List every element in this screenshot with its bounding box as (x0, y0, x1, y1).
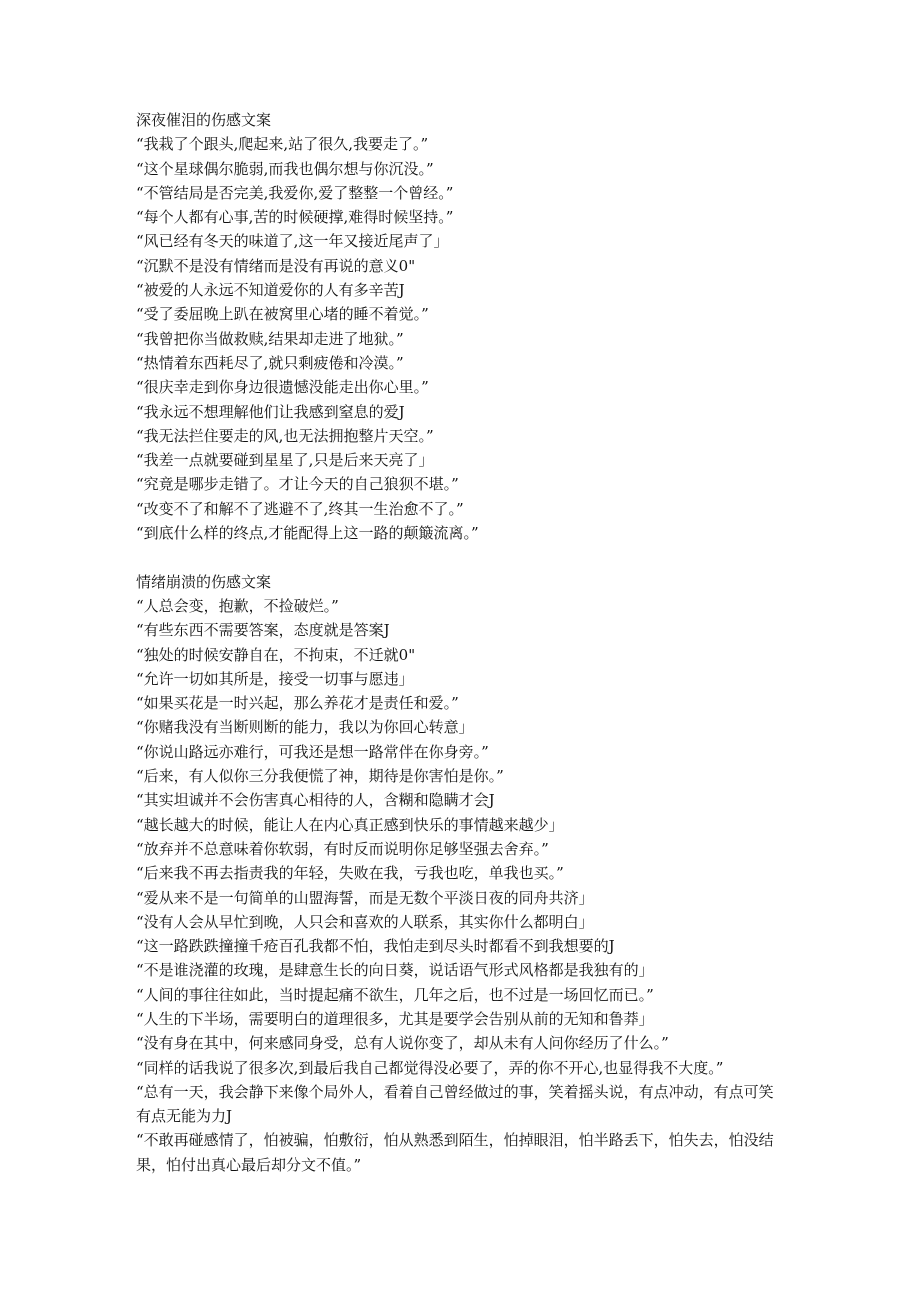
quote-line: “我差一点就要碰到星星了,只是后来天亮了」 (136, 451, 434, 470)
quote-line: “风已经有冬天的味道了,这一年又接近尾声了」 (136, 232, 449, 251)
quote-line: “不敢再碰感情了，怕被骗，怕敷衍，怕从熟悉到陌生，怕掉眼泪，怕半路丢下，怕失去，怕没结果，怕付出真心最后却分文不值。” (136, 1131, 774, 1174)
quote-line: “沉默不是没有情绪而是没有再说的意义0" (136, 256, 416, 275)
quote-line: “其实坦诚并不会伤害真心相待的人，含糊和隐瞒才会J (136, 791, 495, 810)
quote-line: “没有人会从早忙到晚，人只会和喜欢的人联系，其实你什么都明白」 (136, 912, 594, 931)
section-emotional-breakdown (136, 570, 776, 1177)
quote-line: “每个人都有心事,苦的时候硬撑,难得时候坚持。” (136, 208, 454, 227)
quote-line: “很庆幸走到你身边很遗憾没能走出你心里。” (136, 378, 429, 397)
quote-line: “我栽了个跟头,爬起来,站了很久,我要走了。” (136, 135, 429, 154)
quote-line: “这个星球偶尔脆弱,而我也偶尔想与你沉没。” (136, 159, 434, 178)
section-spacer (136, 545, 776, 569)
quote-line: “后来我不再去指责我的年轻，失败在我，亏我也吃，单我也买。” (136, 864, 564, 883)
quote-line: “后来，有人似你三分我便慌了神，期待是你害怕是你。” (136, 767, 504, 786)
quote-line: “究竟是哪步走错了。才让今天的自己狼狈不堪。” (136, 475, 459, 494)
quote-line: “放弃并不总意味着你软弱，有时反而说明你足够坚强去舍弃。” (136, 839, 549, 858)
quote-line: “不管结局是否完美,我爱你,爱了整整一个曾经。” (136, 183, 454, 202)
quote-line: “如果买花是一时兴起，那么养花才是责任和爱。” (136, 694, 459, 713)
quote-list (136, 132, 776, 545)
quote-line: “被爱的人永远不知道爱你的人有多辛苦J (136, 281, 405, 300)
quote-line: “同样的话我说了很多次,到最后我自己都觉得没必要了，弄的你不开心,也显得我不大度。” (136, 1058, 724, 1077)
quote-line: “越长越大的时候，能让人在内心真正感到快乐的事情越来越少」 (136, 815, 564, 834)
quote-line: “人总会变，抱歉，不捡破烂。” (136, 596, 339, 615)
quote-line: “受了委屈晚上趴在被窝里心堵的睡不着觉。” (136, 305, 429, 324)
quote-line: “没有身在其中，何来感同身受，总有人说你变了，却从未有人问你经历了什么。” (136, 1034, 669, 1053)
section-title: 情绪崩溃的伤感文案 (136, 572, 272, 591)
quote-line: “有些东西不需要答案，态度就是答案J (136, 621, 390, 640)
document-page (136, 108, 776, 1177)
quote-line: “人生的下半场，需要明白的道理很多，尤其是要学会告别从前的无知和鲁莽」 (136, 1009, 654, 1028)
section-title: 深夜催泪的伤感文案 (136, 111, 272, 129)
quote-line: “到底什么样的终点,才能配得上这一路的颠簸流离。” (136, 524, 479, 543)
quote-line: “人间的事往往如此，当时提起痛不欲生，几年之后，也不过是一场回忆而已。” (136, 985, 654, 1004)
quote-line: “不是谁浇灌的玫瑰，是肆意生长的向日葵，说话语气形式风格都是我独有的」 (136, 961, 654, 980)
quote-line: “热情着东西耗尽了,就只剩疲倦和冷漠。” (136, 353, 404, 372)
quote-line: “允许一切如其所是，接受一切事与愿违」 (136, 669, 414, 688)
quote-line: “你赌我没有当断则断的能力，我以为你回心转意」 (136, 718, 474, 737)
quote-line: “我无法拦住要走的风,也无法拥抱整片天空。” (136, 426, 434, 445)
quote-line: “独处的时候安静自在，不拘束，不迁就0" (136, 645, 416, 664)
section-late-night (136, 108, 776, 545)
quote-line: “你说山路远亦难行，可我还是想一路常伴在你身旁。” (136, 742, 489, 761)
quote-line: “改变不了和解不了逃避不了,终其一生治愈不了。” (136, 499, 464, 518)
quote-line: “总有一天，我会静下来像个局外人，看着自己曾经做过的事，笑着摇头说，有点冲动，有点可笑有点无能为力J (136, 1082, 774, 1126)
quote-line: “这一路跌跌撞撞千疮百孔我都不怕，我怕走到尽头时都看不到我想要的J (136, 937, 615, 956)
quote-line: “我曾把你当做救赎,结果却走进了地狱。” (136, 329, 404, 348)
quote-list (136, 594, 776, 1177)
quote-line: “我永远不想理解他们让我感到窒息的爱J (136, 402, 405, 421)
quote-line: “爱从来不是一句简单的山盟海誓，而是无数个平淡日夜的同舟共济」 (136, 888, 594, 907)
